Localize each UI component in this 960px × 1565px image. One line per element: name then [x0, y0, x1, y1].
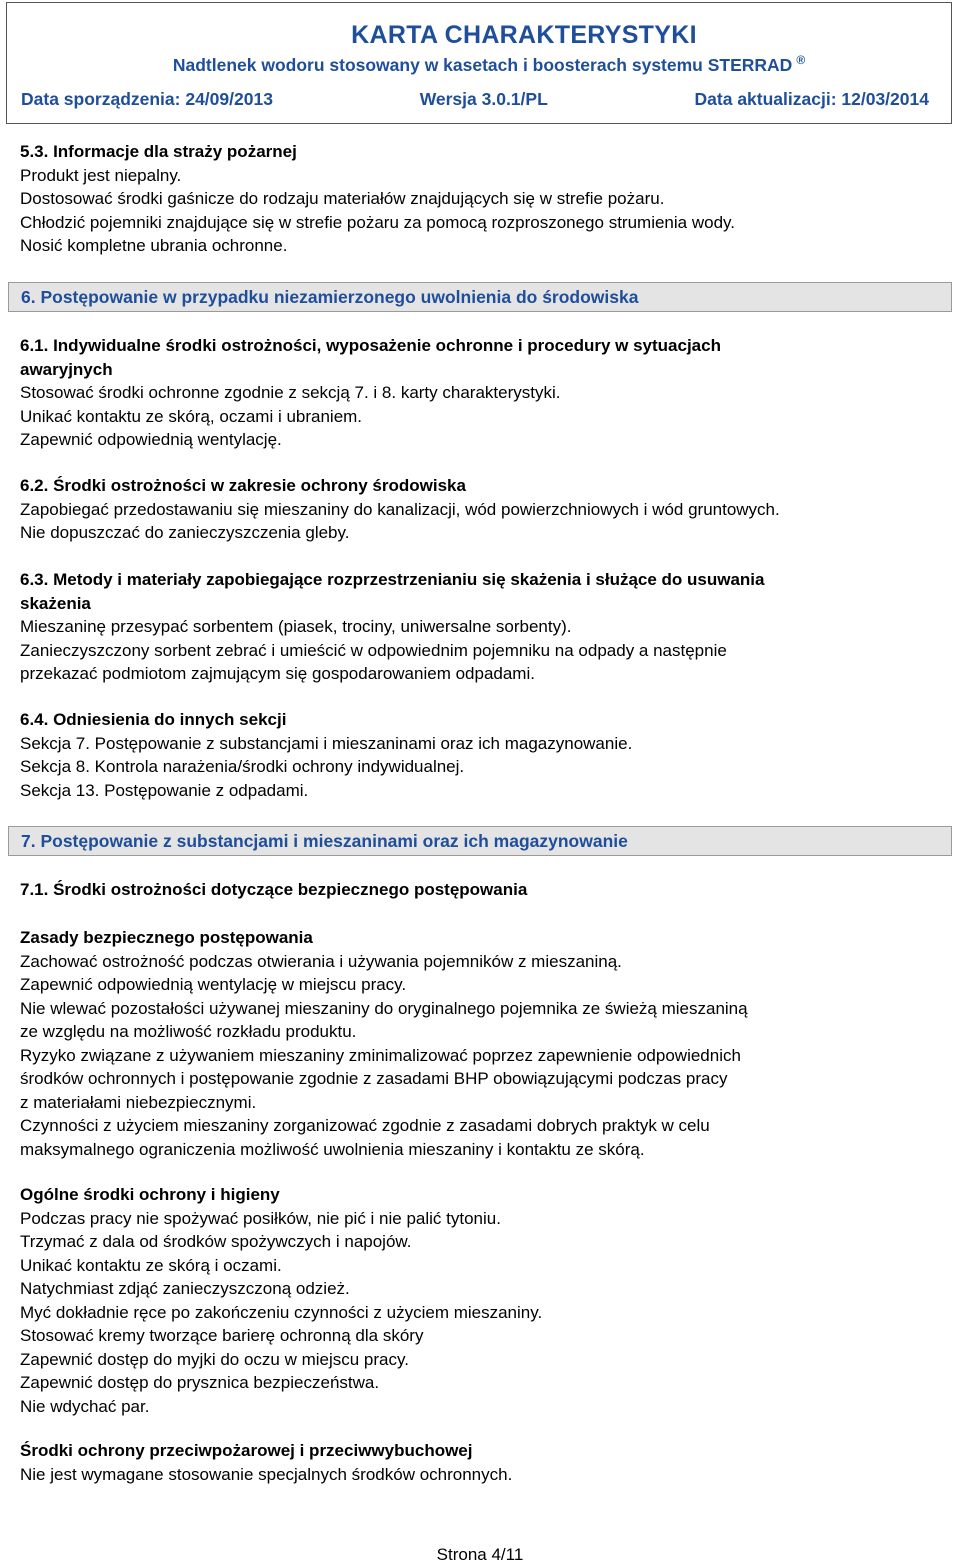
document-header [6, 2, 952, 124]
section-heading: 7.1. Środki ostrożności dotyczące bezpiecznego postępowania [20, 880, 528, 899]
body-line: Ryzyko związane z używaniem mieszaniny zminimalizować poprzez zapewnienie odpowiednich [20, 1045, 741, 1065]
registered-mark: ® [796, 53, 806, 67]
body-line: Unikać kontaktu ze skórą, oczami i ubraniem. [20, 406, 363, 426]
body-line: Trzymać z dala od środków spożywczych i napojów. [20, 1232, 412, 1251]
body-line: Nie jest wymagane stosowanie specjalnych środków ochronnych. [20, 1464, 513, 1484]
body-line: Natychmiast zdjąć zanieczyszczoną odzież. [20, 1279, 350, 1298]
section-heading: 6.3. Metody i materiały zapobiegające rozprzestrzenianiu się skażenia i służące do usuwania [20, 570, 765, 589]
body-line: Zachować ostrożność podczas otwierania i używania pojemników z mieszaniną. [20, 951, 622, 971]
body-line: Nie wlewać pozostałości używanej mieszaniny do oryginalnego pojemnika ze świeżą mieszaniną [20, 998, 748, 1018]
section-6-header-bar: 6. Postępowanie w przypadku niezamierzonego uwolnienia do środowiska [8, 282, 952, 312]
body-line: środków ochronnych i postępowanie zgodnie z zasadami BHP obowiązującymi podczas pracy [20, 1069, 728, 1088]
body-line: Czynności z użyciem mieszaniny zorganizować zgodnie z zasadami dobrych praktyk w celu [20, 1116, 710, 1135]
body-line: Zapobiegać przedostawaniu się mieszaniny do kanalizacji, wód powierzchniowych i wód gruntowych. [20, 499, 780, 519]
body-line: Chłodzić pojemniki znajdujące się w strefie pożaru za pomocą rozproszonego strumienia wody. [20, 212, 735, 232]
header-meta-row [21, 89, 929, 110]
section-heading: 6.2. Środki ostrożności w zakresie ochrony środowiska [20, 476, 466, 495]
subsection-heading: Środki ochrony przeciwpożarowej i przeciwwybuchowej [20, 1441, 473, 1460]
body-line: Nie wdychać par. [20, 1396, 150, 1416]
body-line: Stosować kremy tworzące barierę ochronną dla skóry [20, 1326, 424, 1345]
body-line: ze względu na możliwość rozkładu produktu. [20, 1022, 357, 1041]
body-line: Zanieczyszczony sorbent zebrać i umieścić w odpowiednim pojemniku na odpady a następnie [20, 640, 727, 660]
body-line: Podczas pracy nie spożywać posiłków, nie pić i nie palić tytoniu. [20, 1208, 501, 1228]
safe-handling-rules [20, 926, 940, 1161]
subsection-heading: Ogólne środki ochrony i higieny [20, 1185, 280, 1204]
body-line: Sekcja 13. Postępowanie z odpadami. [20, 780, 309, 800]
body-line: Myć dokładnie ręce po zakończeniu czynności z użyciem mieszaniny. [20, 1302, 543, 1322]
body-line: Mieszaninę przesypać sorbentem (piasek, trociny, uniwersalne sorbenty). [20, 617, 572, 636]
section-heading-cont: awaryjnych [20, 359, 113, 379]
section-heading-cont: skażenia [20, 593, 91, 613]
body-line: Sekcja 8. Kontrola narażenia/środki ochrony indywidualnej. [20, 757, 465, 776]
section-6-2 [20, 474, 940, 545]
body-line: maksymalnego ograniczenia możliwość uwolnienia mieszaniny i kontaktu ze skórą. [20, 1139, 645, 1159]
date-updated: Data aktualizacji: 12/03/2014 [694, 89, 929, 109]
body-line: Sekcja 7. Postępowanie z substancjami i mieszaninami oraz ich magazynowanie. [20, 733, 633, 753]
section-heading: 6.4. Odniesienia do innych sekcji [20, 710, 287, 729]
section-5-3 [20, 140, 940, 258]
section-heading: 6.1. Indywidualne środki ostrożności, wyposażenie ochronne i procedury w sytuacjach [20, 336, 721, 355]
body-line: Zapewnić odpowiednią wentylację w miejscu pracy. [20, 975, 407, 994]
section-heading: 5.3. Informacje dla straży pożarnej [20, 142, 297, 161]
subsection-heading: Zasady bezpiecznego postępowania [20, 928, 313, 947]
section-6-4 [20, 708, 940, 802]
body-line: Zapewnić odpowiednią wentylację. [20, 430, 282, 449]
fire-explosion-protection [20, 1439, 940, 1486]
body-line: Produkt jest niepalny. [20, 165, 182, 185]
version-label: Wersja 3.0.1/PL [419, 89, 548, 109]
body-line: Nie dopuszczać do zanieczyszczenia gleby. [20, 523, 350, 542]
document-title: KARTA CHARAKTERYSTYKI [351, 21, 697, 49]
body-line: Stosować środki ochronne zgodnie z sekcją 7. i 8. karty charakterystyki. [20, 383, 561, 402]
body-line: Unikać kontaktu ze skórą i oczami. [20, 1255, 282, 1275]
general-hygiene-measures [20, 1183, 940, 1418]
section-6-3 [20, 568, 940, 686]
section-7-1 [20, 878, 940, 902]
body-line: Dostosować środki gaśnicze do rodzaju materiałów znajdujących się w strefie pożaru. [20, 189, 665, 208]
product-name-text: Nadtlenek wodoru stosowany w kasetach i boosterach systemu STERRAD [172, 54, 793, 75]
product-name [7, 53, 951, 76]
date-prepared: Data sporządzenia: 24/09/2013 [21, 89, 273, 109]
page-number: Strona 4/11 [436, 1545, 524, 1564]
section-6-1 [20, 334, 940, 452]
body-line: Zapewnić dostęp do myjki do oczu w miejscu pracy. [20, 1349, 409, 1369]
body-line: Nosić kompletne ubrania ochronne. [20, 236, 288, 255]
section-7-header-bar: 7. Postępowanie z substancjami i mieszaninami oraz ich magazynowanie [8, 826, 952, 856]
body-line: przekazać podmiotom zajmującym się gospodarowaniem odpadami. [20, 664, 535, 683]
body-line: z materiałami niebezpiecznymi. [20, 1092, 257, 1112]
body-line: Zapewnić dostęp do prysznica bezpieczeństwa. [20, 1373, 380, 1392]
